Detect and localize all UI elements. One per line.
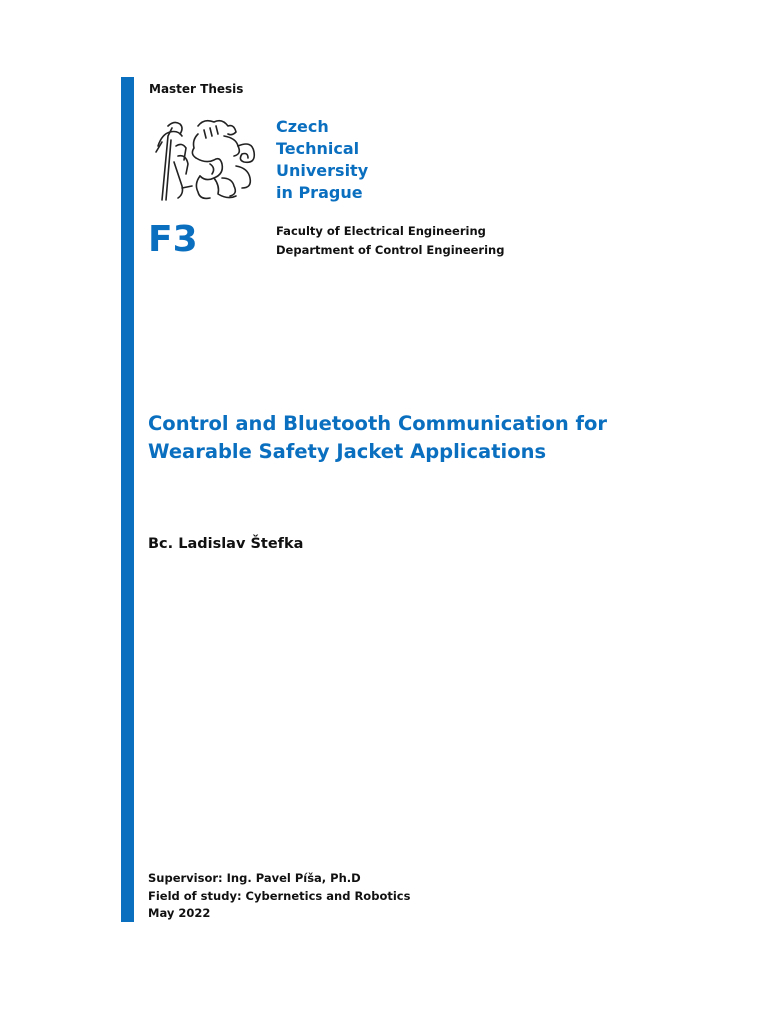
faculty-code: F3 <box>148 219 198 260</box>
university-name-line: in Prague <box>276 183 363 202</box>
supervisor-line: Supervisor: Ing. Pavel Píša, Ph.D <box>148 871 361 885</box>
university-name-line: Technical <box>276 139 360 158</box>
faculty-name: Faculty of Electrical Engineering <box>276 224 486 238</box>
thesis-title <box>148 410 607 466</box>
date-line: May 2022 <box>148 906 211 920</box>
accent-side-bar <box>121 77 134 922</box>
university-name <box>276 116 368 204</box>
department-name: Department of Control Engineering <box>276 243 505 257</box>
thesis-title-line: Control and Bluetooth Communication for <box>148 412 608 435</box>
lion-crest-icon <box>148 116 262 202</box>
university-name-line: Czech <box>276 117 329 136</box>
university-name-line: University <box>276 161 369 180</box>
thesis-title-line: Wearable Safety Jacket Applications <box>148 440 547 463</box>
author-name: Bc. Ladislav Štefka <box>148 536 304 552</box>
faculty-info <box>276 222 504 260</box>
thesis-details <box>148 870 410 923</box>
document-type: Master Thesis <box>149 82 244 96</box>
field-of-study-line: Field of study: Cybernetics and Robotics <box>148 888 411 903</box>
